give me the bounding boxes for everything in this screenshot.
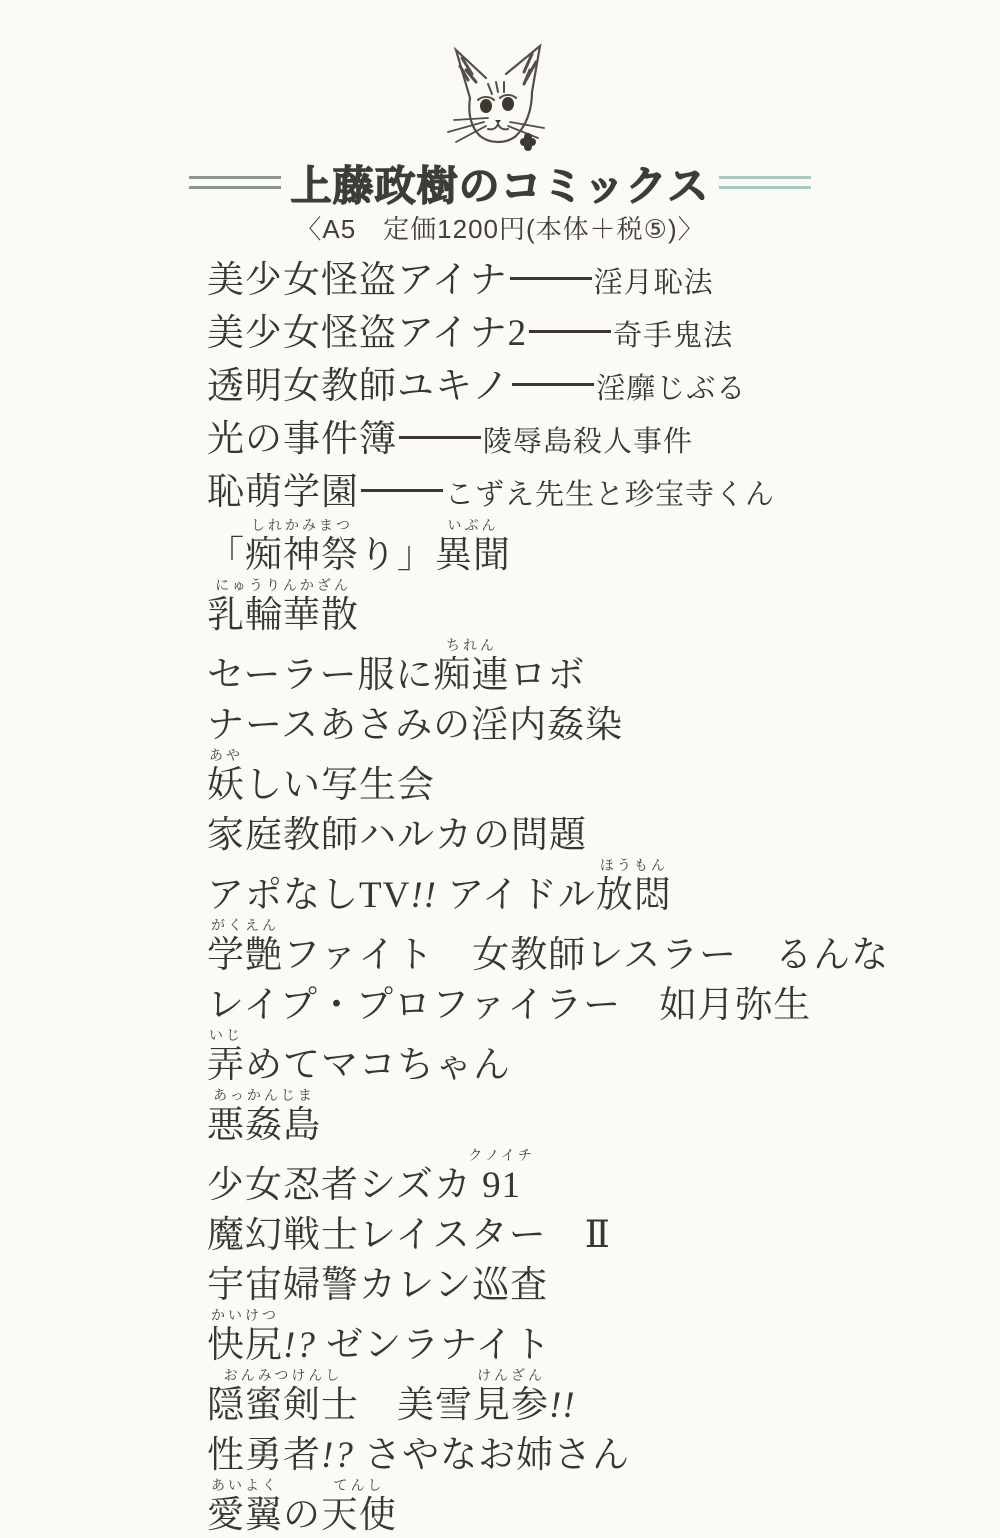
book-title-text: 「	[207, 535, 245, 576]
book-list-item	[207, 311, 1000, 359]
header-rule-left	[189, 176, 281, 189]
book-list-item	[207, 639, 1000, 698]
book-title-text: 淫靡じぶる	[596, 373, 747, 405]
book-title-text: ゼンラナイト	[315, 1325, 552, 1366]
book-title-text: セーラー服に	[207, 655, 434, 696]
book-title-ruby-base: 痴連 ちれん	[433, 639, 510, 696]
book-list-item	[207, 470, 1000, 518]
book-title-ruby-base: 妖 あや	[207, 749, 245, 806]
book-list-item	[207, 364, 1000, 412]
book-list-item	[207, 258, 1000, 306]
furigana-annotation: いぶん	[447, 519, 499, 534]
book-title-text: 美少女怪盗アイナ2	[207, 313, 528, 354]
book-list-item	[207, 859, 1000, 918]
book-title-text: しい写生会	[245, 765, 435, 806]
book-title-ruby-base: 悪姦島 あっかんじま	[207, 1089, 321, 1146]
cat-face-icon	[440, 40, 560, 156]
book-list-item	[207, 983, 1000, 1028]
book-title-ruby-base: 隠蜜剣士 おんみつけんし	[207, 1369, 359, 1426]
furigana-annotation: けんざん	[477, 1369, 545, 1384]
book-title-text: レイプ・プロファイラー 如月弥生	[207, 985, 812, 1026]
dash-connector	[529, 330, 611, 333]
book-list-item	[207, 1309, 1000, 1368]
furigana-annotation: おんみつけんし	[223, 1369, 343, 1384]
book-list-item	[207, 579, 1000, 638]
dash-connector	[510, 277, 592, 280]
furigana-annotation: ちれん	[446, 639, 498, 654]
book-title-text: ファイト 女教師レスラー るんな	[283, 935, 890, 976]
book-title-text: 奇手鬼法	[613, 320, 734, 352]
book-title-text: 美雪	[359, 1385, 473, 1426]
book-title-text: !!	[410, 875, 437, 916]
price-note: 〈A5 定価1200円(本体＋税⑤)〉	[295, 214, 705, 244]
book-list-item	[207, 703, 1000, 748]
furigana-annotation: あや	[209, 749, 243, 764]
book-title-text: アイドル	[436, 875, 596, 916]
book-title-text: 少女忍者シズカ	[207, 1165, 483, 1206]
book-title-ruby-base: 愛翼 あいよく	[207, 1479, 283, 1536]
book-list-item	[207, 1089, 1000, 1148]
book-title-ruby-base: 快尻 かいけつ	[207, 1309, 283, 1366]
book-title-ruby-base: 痴神祭 しれかみまつ	[245, 519, 359, 576]
book-list-item	[207, 1433, 1000, 1478]
header-rule-right	[719, 176, 811, 189]
book-list-item	[207, 519, 1000, 578]
furigana-annotation: がくえん	[211, 919, 279, 934]
dash-connector	[399, 436, 481, 439]
book-title-ruby-base: 天使 てんし	[321, 1479, 397, 1536]
catalog-header	[0, 158, 1000, 209]
book-title-ruby-base: 91 クノイチ	[468, 1149, 535, 1206]
book-title-ruby-base: 弄 いじ	[207, 1029, 245, 1086]
book-list	[207, 258, 1000, 1538]
book-title-text: 透明女教師ユキノ	[207, 366, 511, 407]
book-title-text: めてマコちゃん	[245, 1045, 511, 1086]
book-title-text: こずえ先生と珍宝寺くん	[445, 479, 776, 511]
book-list-item	[207, 1029, 1000, 1088]
book-title-ruby-base: 異聞 いぶん	[435, 519, 511, 576]
book-title-ruby-base: 学艶 がくえん	[207, 919, 283, 976]
book-list-item	[207, 919, 1000, 978]
furigana-annotation: ほうもん	[599, 859, 668, 874]
furigana-annotation: にゅうりんかざん	[215, 579, 351, 594]
book-title-text: 宇宙婦警カレン巡査	[207, 1265, 549, 1306]
book-list-item	[207, 1369, 1000, 1428]
book-title-text: 恥萌学園	[207, 472, 359, 513]
book-title-text: り」	[359, 535, 435, 576]
book-title-text: 性勇者	[207, 1435, 321, 1476]
furigana-annotation: あっかんじま	[213, 1089, 315, 1104]
furigana-annotation: かいけつ	[211, 1309, 279, 1324]
cat-sketch-illustration	[440, 40, 560, 156]
furigana-annotation: あいよく	[211, 1479, 279, 1494]
furigana-annotation: クノイチ	[468, 1149, 535, 1164]
book-list-item	[207, 1479, 1000, 1538]
book-title-text: 陵辱島殺人事件	[483, 426, 694, 458]
book-title-ruby-base: 見参 けんざん	[473, 1369, 549, 1426]
furigana-annotation: いじ	[209, 1029, 243, 1044]
book-list-item	[207, 1213, 1000, 1258]
book-title-text: ナースあさみの淫内姦染	[207, 705, 624, 746]
book-title-text: 美少女怪盗アイナ	[207, 260, 508, 301]
book-list-item	[207, 813, 1000, 858]
book-title-text: アポなしTV	[207, 875, 411, 916]
book-list-item	[207, 1149, 1000, 1208]
book-title-text: 光の事件簿	[207, 419, 397, 460]
furigana-annotation: てんし	[333, 1479, 385, 1494]
furigana-annotation: しれかみまつ	[251, 519, 353, 534]
dash-connector	[361, 489, 443, 492]
book-title-text: !!	[549, 1385, 576, 1426]
book-title-ruby-base: 乳輪華散 にゅうりんかざん	[207, 579, 359, 636]
catalog-title: 上藤政樹のコミックス	[290, 162, 710, 209]
book-list-item	[207, 749, 1000, 808]
book-list-item	[207, 417, 1000, 465]
book-title-text: 魔幻戦士レイスター Ⅱ	[207, 1215, 611, 1256]
book-title-text: ロボ	[509, 655, 586, 696]
book-title-text: の	[283, 1495, 321, 1536]
book-title-ruby-base: 放悶 ほうもん	[595, 859, 672, 916]
book-list-item	[207, 1263, 1000, 1308]
scanned-catalog-page	[0, 40, 1000, 1536]
book-title-text: さやなお姉さん	[353, 1435, 631, 1476]
book-title-text: 淫月恥法	[593, 267, 714, 299]
book-title-text: !?	[283, 1325, 316, 1366]
book-title-text: !?	[321, 1435, 354, 1476]
dash-connector	[512, 383, 594, 386]
book-title-text: 家庭教師ハルカの問題	[207, 815, 587, 856]
